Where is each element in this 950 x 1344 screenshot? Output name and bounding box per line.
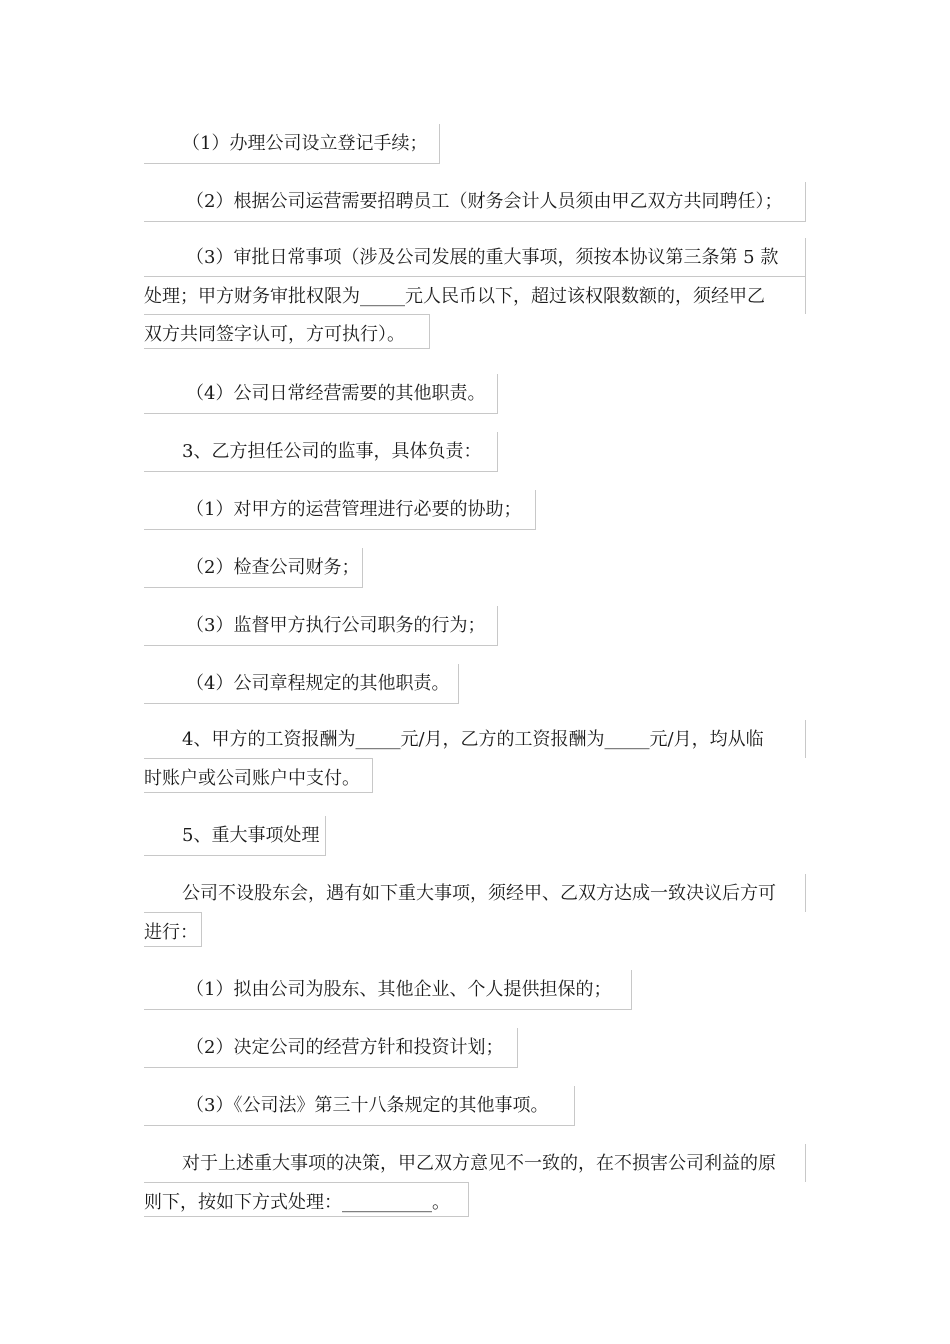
text-line: （1）拟由公司为股东、其他企业、个人提供担保的； bbox=[144, 970, 632, 1010]
paragraph bbox=[144, 548, 363, 588]
paragraph bbox=[144, 1144, 806, 1217]
paragraph bbox=[144, 432, 498, 472]
paragraph bbox=[144, 238, 806, 349]
paragraph bbox=[144, 816, 326, 856]
paragraph bbox=[144, 182, 806, 222]
paragraph bbox=[144, 720, 806, 793]
text-line: 4、甲方的工资报酬为_____元/月，乙方的工资报酬为_____元/月，均从临 bbox=[144, 720, 806, 758]
paragraph bbox=[144, 1086, 575, 1126]
paragraph bbox=[144, 124, 440, 164]
paragraph bbox=[144, 1028, 518, 1068]
text-line: （3）监督甲方执行公司职务的行为； bbox=[144, 606, 498, 646]
text-line: （1）办理公司设立登记手续； bbox=[144, 124, 440, 164]
text-line: （3）《公司法》第三十八条规定的其他事项。 bbox=[144, 1086, 575, 1126]
text-line: 公司不设股东会，遇有如下重大事项，须经甲、乙双方达成一致决议后方可 bbox=[144, 874, 806, 912]
text-line: （2）决定公司的经营方针和投资计划； bbox=[144, 1028, 518, 1068]
text-line: （4）公司章程规定的其他职责。 bbox=[144, 664, 459, 704]
text-line: （4）公司日常经营需要的其他职责。 bbox=[144, 374, 498, 414]
paragraph bbox=[144, 874, 806, 947]
text-line: 时账户或公司账户中支付。 bbox=[144, 758, 373, 793]
paragraph bbox=[144, 970, 632, 1010]
paragraph bbox=[144, 606, 498, 646]
text-line: 双方共同签字认可，方可执行）。 bbox=[144, 314, 430, 349]
text-line: 则下，按如下方式处理：__________。 bbox=[144, 1182, 469, 1217]
paragraph bbox=[144, 374, 498, 414]
text-line: （2）根据公司运营需要招聘员工（财务会计人员须由甲乙双方共同聘任）； bbox=[144, 182, 806, 222]
text-line: （1）对甲方的运营管理进行必要的协助； bbox=[144, 490, 536, 530]
paragraph bbox=[144, 490, 536, 530]
text-line: 5、重大事项处理 bbox=[144, 816, 326, 856]
text-line: （3）审批日常事项（涉及公司发展的重大事项，须按本协议第三条第 5 款 bbox=[144, 238, 806, 276]
text-line: 3、乙方担任公司的监事，具体负责： bbox=[144, 432, 498, 472]
text-line: 对于上述重大事项的决策，甲乙双方意见不一致的，在不损害公司利益的原 bbox=[144, 1144, 806, 1182]
text-line: 进行： bbox=[144, 912, 202, 947]
paragraph bbox=[144, 664, 459, 704]
text-line: 处理；甲方财务审批权限为_____元人民币以下，超过该权限数额的，须经甲乙 bbox=[144, 276, 806, 314]
text-line: （2）检查公司财务； bbox=[144, 548, 363, 588]
